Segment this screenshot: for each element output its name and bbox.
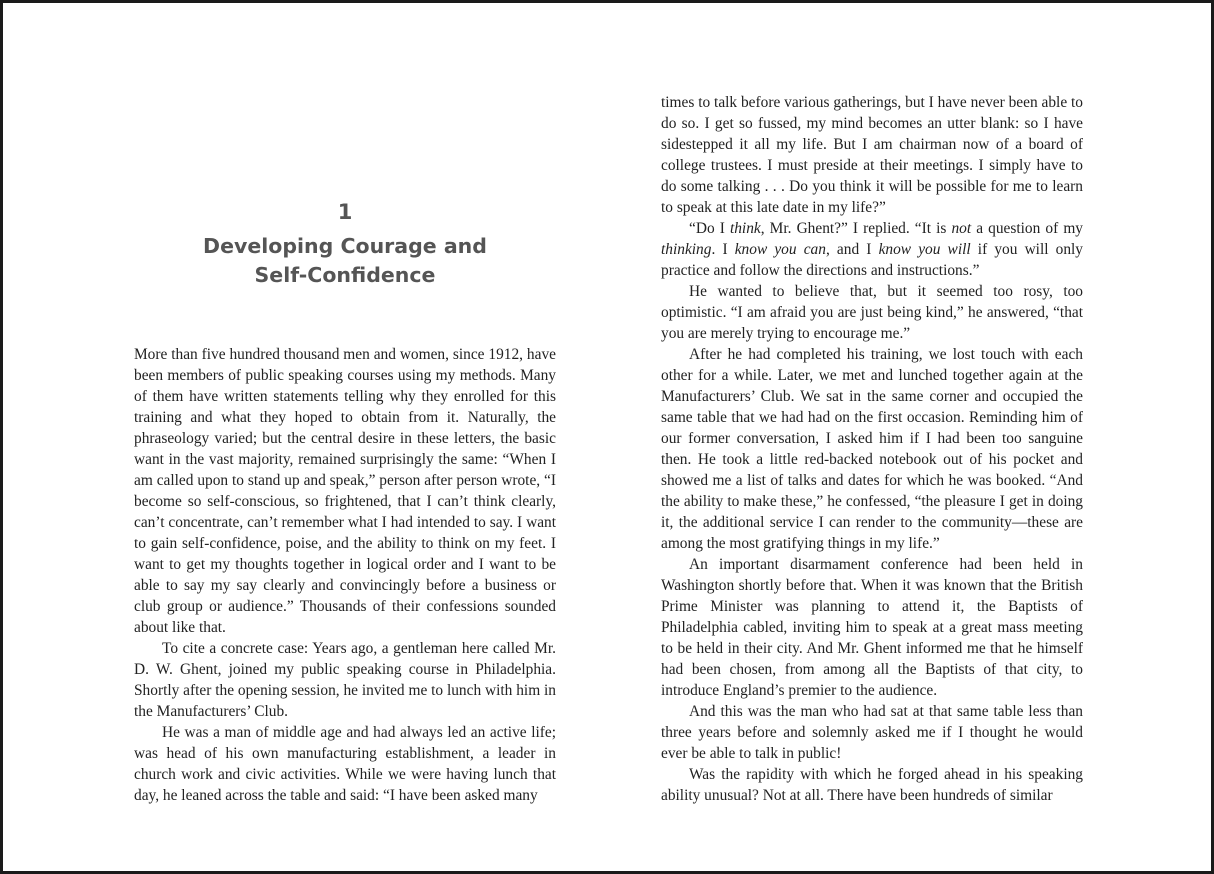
paragraph: To cite a concrete case: Years ago, a gentleman here called Mr. D. W. Ghent, joined my public speaking course in Philadelphia. Shortly after the opening session, he invited me to lunch with him in the Manufacturers’ Club. <box>134 640 556 720</box>
text-run: , Mr. Ghent?” I replied. “It is <box>760 220 952 237</box>
emphasis: not <box>951 220 972 237</box>
paragraph-with-emphasis <box>661 218 1083 281</box>
chapter-title-line-1: Developing Courage and <box>203 234 487 258</box>
paragraph: More than five hundred thousand men and women, since 1912, have been members of public speaking courses using my methods. Many of them have written statements telling why they enrolled for this training and what they hoped to obtain from it. Naturally, the phraseology varied; but the central desire in these letters, the basic want in the vast majority, remained surprisingly the same: “When I am called upon to stand up and speak,” person after person wrote, “I become so self-conscious, so frightened, that I can’t think clearly, can’t concentrate, can’t remember what I had intended to say. I want to gain self-confidence, poise, and the ability to think on my feet. I want to get my thoughts together in logical order and I want to be able to say my say clearly and convincingly before a business or club group or audience.” Thousands of their confessions sounded about like that. <box>134 346 556 636</box>
paragraph: Was the rapidity with which he forged ahead in his speaking ability unusual? Not at all. There have been hundreds of similar <box>661 766 1083 804</box>
paragraph: An important disarmament conference had been held in Washington shortly before that. When it was known that the British Prime Minister was planning to attend it, the Baptists of Philadelphia cabled, inviting him to speak at a great mass meeting to be held in their city. And Mr. Ghent informed me that he himself had been chosen, from among all the Baptists of that city, to introduce England’s premier to the audience. <box>661 556 1083 699</box>
right-page-body <box>661 92 1083 806</box>
chapter-title-line-2: Self-Confidence <box>254 263 436 287</box>
text-run: a question of my <box>971 220 1083 237</box>
emphasis: know you can <box>734 241 826 258</box>
left-page-body <box>134 344 556 806</box>
emphasis: thinking <box>661 241 712 258</box>
text-run: . I <box>711 241 735 258</box>
emphasis: know you will <box>878 241 971 258</box>
chapter-number: 1 <box>337 200 353 224</box>
paragraph: After he had completed his training, we lost touch with each other for a while. Later, we met and lunched together again at the Manufacturers’ Club. We sat in the same corner and occupied the same table that we had had on the first occasion. Reminding him of our former conversation, I asked him if I had been too sanguine then. He took a little red-backed notebook out of his pocket and showed me a list of talks and dates for which he was booked. “And the ability to make these,” he confessed, “the pleasure I get in doing it, the additional service I can render to the community—these are among the most gratifying things in my life.” <box>661 346 1083 552</box>
text-run: if you will only practice and follow the directions and instructions.” <box>661 241 1084 279</box>
paragraph: And this was the man who had sat at that same table less than three years before and solemnly asked me if I thought he would ever be able to talk in public! <box>661 703 1083 762</box>
chapter-title <box>134 232 556 290</box>
emphasis: think <box>729 220 761 237</box>
paragraph: He wanted to believe that, but it seemed too rosy, too optimistic. “I am afraid you are just being kind,” he answered, “that you are merely trying to encourage me.” <box>661 283 1083 342</box>
text-run: , and I <box>825 241 879 258</box>
paragraph: times to talk before various gatherings, but I have never been able to do so. I get so fussed, my mind becomes an utter blank: so I have sidestepped it all my life. But I am chairman now of a board of college trustees. I must preside at their meetings. I simply have to do some talking . . . Do you think it will be possible for me to learn to speak at this late date in my life?” <box>661 94 1083 216</box>
paragraph: He was a man of middle age and had always led an active life; was head of his own manufacturing establishment, a leader in church work and civic activities. While we were having lunch that day, he leaned across the table and said: “I have been asked many <box>134 724 556 804</box>
text-run: “Do I <box>689 220 730 237</box>
